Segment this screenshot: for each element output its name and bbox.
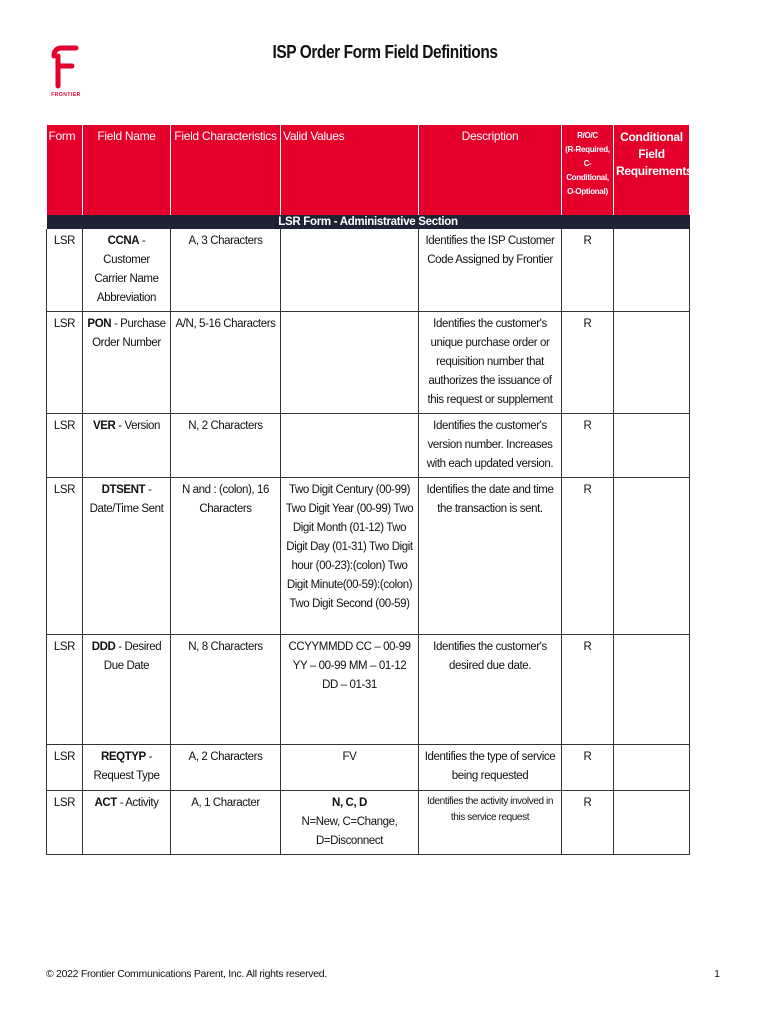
field-label: - Purchase Order Number [92, 318, 166, 349]
field-definitions-table [46, 125, 693, 855]
field-code: PON [87, 318, 112, 330]
header-roc-line2: C-Conditional, [566, 159, 609, 182]
cell-roc: R [562, 312, 614, 414]
cell-description: Identifies the activity involved in this service request [419, 791, 562, 855]
cell-valid-values [281, 791, 419, 855]
cell-description: Identifies the customer's version number. Increases with each updated version. [419, 414, 562, 478]
cell-conditional [614, 229, 690, 312]
cell-valid-values: Two Digit Century (00-99) Two Digit Year (00-99) Two Digit Month (01-12) Two Digit Day (01-31) Two Digit hour (00-23):(colon) Two Digit Minute(00-59):(colon) Two Digit Second (00-59) [281, 478, 419, 635]
field-code: ACT [94, 797, 117, 809]
valid-values-codes: N, C, D [332, 797, 367, 809]
cell-description: Identifies the ISP Customer Code Assigned by Frontier [419, 229, 562, 312]
table-row [47, 791, 690, 855]
cell-description: Identifies the customer's desired due date. [419, 635, 562, 745]
table-header-row [47, 125, 690, 215]
cell-conditional [614, 635, 690, 745]
header-form: Form [47, 125, 83, 215]
field-label: - Date/Time Sent [89, 484, 164, 515]
cell-field-characteristics: N, 8 Characters [171, 635, 281, 745]
header-valid-values: Valid Values [281, 125, 419, 215]
cell-field-characteristics: N, 2 Characters [171, 414, 281, 478]
field-code: DDD [91, 641, 116, 653]
header-conditional: Conditional Field Requirements [614, 125, 690, 215]
cell-conditional [614, 478, 690, 635]
cell-form: LSR [47, 414, 83, 478]
field-code: CCNA [107, 235, 140, 247]
cell-conditional [614, 414, 690, 478]
cell-field-characteristics: A/N, 5-16 Characters [171, 312, 281, 414]
cell-form: LSR [47, 791, 83, 855]
cell-valid-values [281, 414, 419, 478]
field-label: - Desired Due Date [103, 641, 162, 672]
valid-values-text: N=New, C=Change, D=Disconnect [301, 816, 398, 847]
field-code: DTSENT [101, 484, 146, 496]
cell-form: LSR [47, 229, 83, 312]
header-field-name: Field Name [83, 125, 171, 215]
cell-form: LSR [47, 635, 83, 745]
header-description: Description [419, 125, 562, 215]
cell-description: Identifies the date and time the transaction is sent. [419, 478, 562, 635]
cell-roc: R [562, 478, 614, 635]
cell-description: Identifies the type of service being requested [419, 745, 562, 791]
field-label: - Activity [116, 797, 159, 809]
cell-roc: R [562, 745, 614, 791]
cell-field-name [83, 414, 171, 478]
field-label: - Request Type [93, 751, 160, 782]
header-roc-line1: (R-Required, [565, 145, 610, 154]
cell-field-name [83, 478, 171, 635]
header-field-characteristics: Field Characteristics [171, 125, 281, 215]
cell-field-name [83, 791, 171, 855]
header-roc-title: R/O/C [577, 131, 598, 140]
footer-copyright: © 2022 Frontier Communications Parent, Inc. All rights reserved. [46, 968, 327, 980]
table-row [47, 745, 690, 791]
field-code: REQTYP [100, 751, 146, 763]
cell-conditional [614, 312, 690, 414]
section-row [47, 215, 690, 229]
table-row [47, 635, 690, 745]
cell-conditional [614, 745, 690, 791]
cell-valid-values: CCYYMMDD CC – 00-99 YY – 00-99 MM – 01-12 DD – 01-31 [281, 635, 419, 745]
table-row [47, 478, 690, 635]
cell-valid-values: FV [281, 745, 419, 791]
cell-field-characteristics: A, 1 Character [171, 791, 281, 855]
field-code: VER [92, 420, 116, 432]
cell-field-name [83, 312, 171, 414]
cell-field-characteristics: A, 2 Characters [171, 745, 281, 791]
cell-roc: R [562, 414, 614, 478]
cell-form: LSR [47, 745, 83, 791]
cell-roc: R [562, 635, 614, 745]
cell-valid-values [281, 312, 419, 414]
cell-form: LSR [47, 312, 83, 414]
logo-text: FRONTIER [51, 92, 81, 98]
table-row [47, 229, 690, 312]
page-title: ISP Order Form Field Definitions [272, 42, 498, 62]
field-label: - Version [115, 420, 161, 432]
cell-roc: R [562, 791, 614, 855]
cell-form: LSR [47, 478, 83, 635]
header-roc-line3: O-Optional) [567, 187, 608, 196]
page-number: 1 [714, 968, 720, 980]
cell-conditional [614, 791, 690, 855]
cell-field-name [83, 635, 171, 745]
cell-field-name [83, 745, 171, 791]
cell-field-name [83, 229, 171, 312]
section-title: LSR Form - Administrative Section [47, 215, 690, 229]
table-row [47, 414, 690, 478]
header-roc [562, 125, 614, 215]
cell-roc: R [562, 229, 614, 312]
table-row [47, 312, 690, 414]
field-label: - Customer Carrier Name Abbreviation [94, 235, 159, 304]
cell-field-characteristics: A, 3 Characters [171, 229, 281, 312]
cell-field-characteristics: N and : (colon), 16 Characters [171, 478, 281, 635]
cell-valid-values [281, 229, 419, 312]
cell-description: Identifies the customer's unique purchase order or requisition number that authorizes the issuance of this request or supplement [419, 312, 562, 414]
